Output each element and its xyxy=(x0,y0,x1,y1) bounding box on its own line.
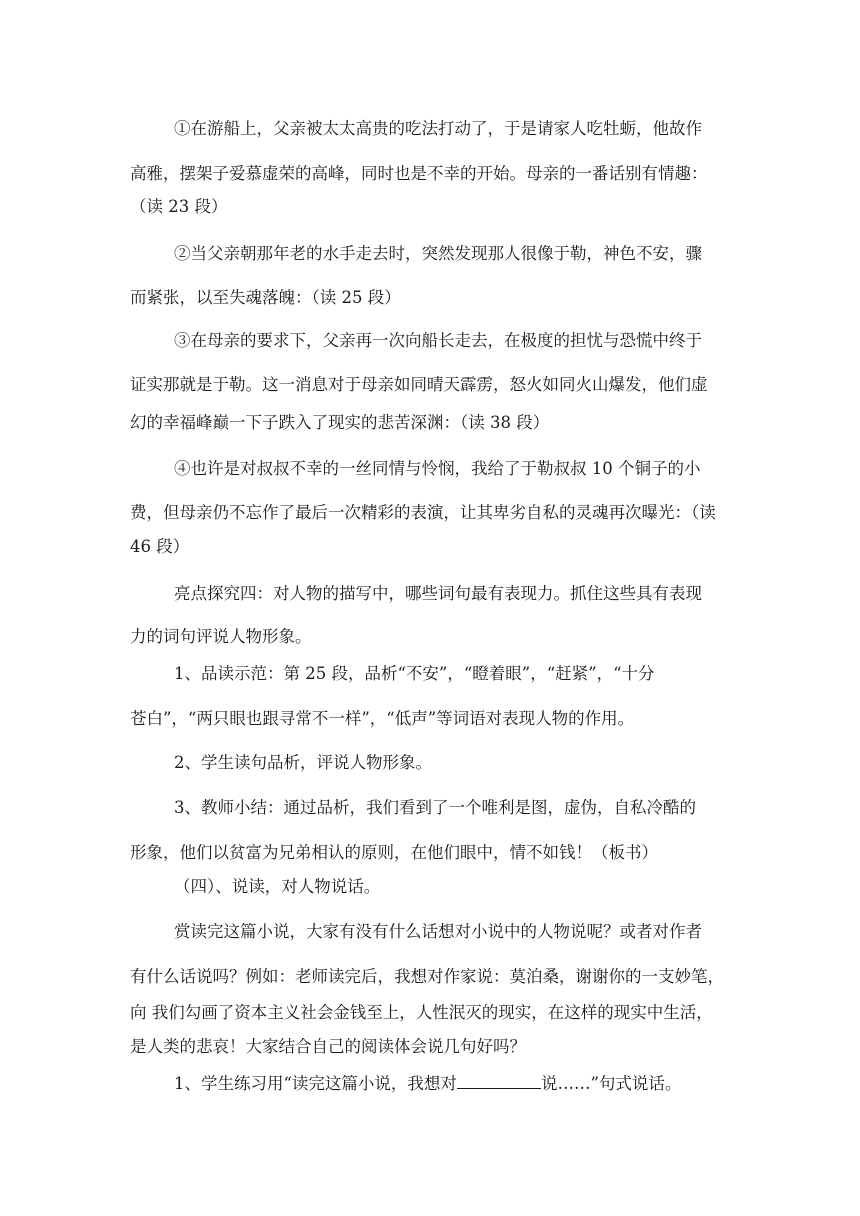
item-3-line-1: 3、教师小结：通过品析，我们看到了一个唯利是图，虚伪，自私冷酷的 xyxy=(174,798,696,817)
item-1-line-1: 1、品读示范：第 25 段，品析“不安”，“瞪着眼”，“赶紧”，“十分 xyxy=(174,664,655,683)
para-3-line-1: ③在母亲的要求下，父亲再一次向船长走去，在极度的担忧与恐慌中终于 xyxy=(174,331,702,350)
para-2-line-2: 而紧张，以至失魂落魄：（读 25 段） xyxy=(130,288,401,307)
para-1-line-2: 高雅，摆架子爱慕虚荣的高峰，同时也是不幸的开始。母亲的一番话别有情趣： xyxy=(130,164,708,183)
para-4-line-3: 46 段） xyxy=(130,537,190,556)
para-1-line-3: （读 23 段） xyxy=(130,197,228,216)
exercise-text-before: 1、学生练习用“读完这篇小说，我想对 xyxy=(174,1074,457,1093)
para-3-line-2: 证实那就是于勒。这一消息对于母亲如同晴天霹雳，怒火如同火山爆发，他们虚 xyxy=(130,375,708,394)
para-2-line-1: ②当父亲朝那年老的水手走去时，突然发现那人很像于勒，神色不安，骤 xyxy=(174,244,702,263)
highlight-4-line-1: 亮点探究四：对人物的描写中，哪些词句最有表现力。抓住这些具有表现 xyxy=(174,584,702,603)
para-5-line-3: 向 我们勾画了资本主义社会金钱至上，人性泯灭的现实，在这样的现实中生活， xyxy=(130,1003,713,1022)
para-4-line-1: ④也许是对叔叔不幸的一丝同情与怜悯，我给了于勒叔叔 10 个铜子的小 xyxy=(174,459,701,478)
para-5-line-4: 是人类的悲哀！大家结合自己的阅读体会说几句好吗？ xyxy=(130,1037,526,1056)
section-4-heading: （四）、说读，对人物说话。 xyxy=(174,877,381,896)
para-3-line-3: 幻的幸福峰巅一下子跌入了现实的悲苦深渊：（读 38 段） xyxy=(130,413,550,432)
para-4-line-2: 费，但母亲仍不忘作了最后一次精彩的表演，让其卑劣自私的灵魂再次曝光：（读 xyxy=(130,503,716,522)
item-1-line-2: 苍白”，“两只眼也跟寻常不一样”，“低声”等词语对表现人物的作用。 xyxy=(130,709,635,728)
para-5-line-1: 赏读完这篇小说，大家有没有什么话想对小说中的人物说呢？或者对作者 xyxy=(174,922,702,941)
para-5-line-2: 有什么话说吗？例如：老师读完后，我想对作家说：莫泊桑，谢谢你的一支妙笔， xyxy=(130,967,724,986)
item-3-line-2: 形象，他们以贫富为兄弟相认的原则，在他们眼中，情不如钱！（板书） xyxy=(130,843,658,862)
highlight-4-line-2: 力的词句评说人物形象。 xyxy=(130,627,312,646)
item-2-line: 2、学生读句品析，评说人物形象。 xyxy=(174,753,432,772)
para-1-line-1: ①在游船上，父亲被太太高贵的吃法打动了，于是请家人吃牡蛎，他故作 xyxy=(174,119,702,138)
exercise-text-after: 说……”句式说话。 xyxy=(540,1074,682,1093)
fill-in-blank xyxy=(457,1074,541,1089)
exercise-line xyxy=(174,1073,681,1095)
